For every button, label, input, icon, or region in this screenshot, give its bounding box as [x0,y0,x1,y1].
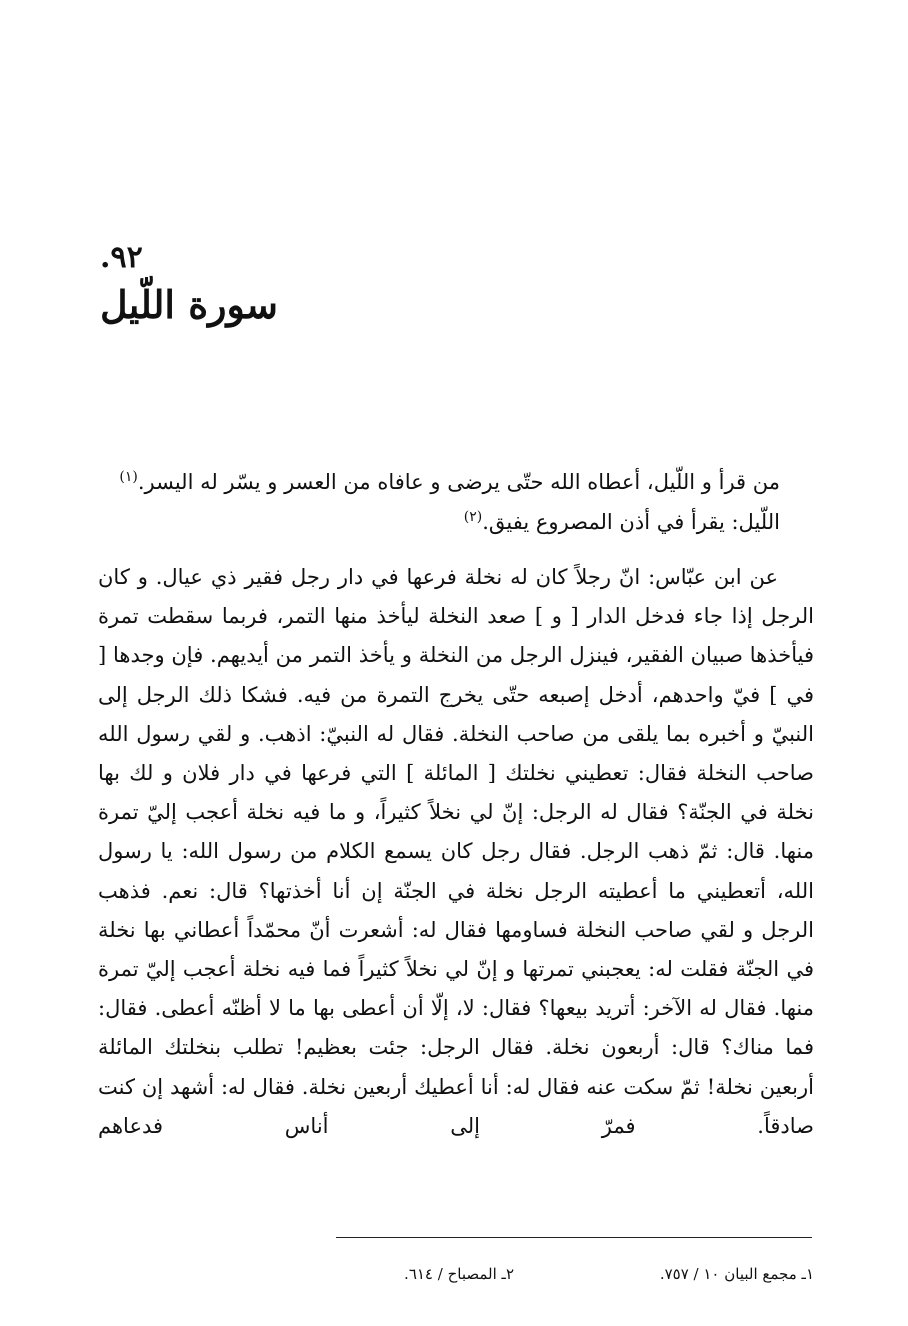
footnotes [300,1259,814,1289]
chapter-number: .٩٢ [100,240,143,275]
chapter-title: سورة اللّيل [100,282,278,327]
intro-line [80,502,780,542]
footnote-divider [336,1237,812,1238]
intro-text: اللّيل: يقرأ في أذن المصروع يفيق. [482,510,780,534]
body-text [98,558,814,1146]
intro-block [80,462,780,542]
footnote-2: ٢ـ المصباح / ٦١٤. [404,1265,514,1283]
footnote-1: ١ـ مجمع البيان ١٠ / ٧٥٧. [659,1265,814,1283]
body-paragraph: عن ابن عبّاس: انّ رجلاً كان له نخلة فرعها في دار رجل فقير ذي عيال. و كان الرجل إذا جاء فدخل الدار [ و ] صعد النخلة ليأخذ منها التمر، فربما سقطت تمرة فيأخذها صبيان الفقير، فينزل الرجل من النخلة و يأخذ التمر من أيديهم. فإن وجدها [ في ] فيّ واحدهم، أدخل إصبعه حتّى يخرج التمرة من فيه. فشكا ذلك الرجل إلى النبيّ و أخبره بما يلقى من صاحب النخلة. فقال له النبيّ: اذهب. و لقي رسول الله صاحب النخلة فقال: تعطيني نخلتك [ المائلة ] التي فرعها في دار فلان و لك بها نخلة في الجنّة؟ فقال له الرجل: إنّ لي نخلاً كثيراً، و ما فيه نخلة أعجب إليّ تمرة منها. قال: ثمّ ذهب الرجل. فقال رجل كان يسمع الكلام من رسول الله: يا رسول الله، أتعطيني ما أعطيته الرجل نخلة في الجنّة إن أنا أخذتها؟ قال: نعم. فذهب الرجل و لقي صاحب النخلة فساومها فقال له: أشعرت أنّ محمّداً أعطاني بها نخلة في الجنّة فقلت له: يعجبني تمرتها و إنّ لي نخلاً كثيراً فما فيه نخلة أعجب إليّ تمرة منها. فقال له الآخر: أتريد بيعها؟ فقال: لا، إلّا أن أعطى بها ما لا أظنّه أعطى. فقال: فما مناك؟ قال: أربعون نخلة. فقال الرجل: جئت بعظيم! تطلب بنخلتك المائلة أربعين نخلة! ثمّ سكت عنه فقال له: أنا أعطيك أربعين نخلة. فقال له: أشهد إن كنت صادقاً. فمرّ إلى أناس فدعاهم [98,565,814,1138]
footnote-ref: (٢) [463,509,483,525]
intro-line [80,462,780,502]
intro-text: من قرأ و اللّيل، أعطاه الله حتّى يرضى و عافاه من العسر و يسّر له اليسر. [137,470,780,494]
footnote-ref: (١) [119,469,138,485]
